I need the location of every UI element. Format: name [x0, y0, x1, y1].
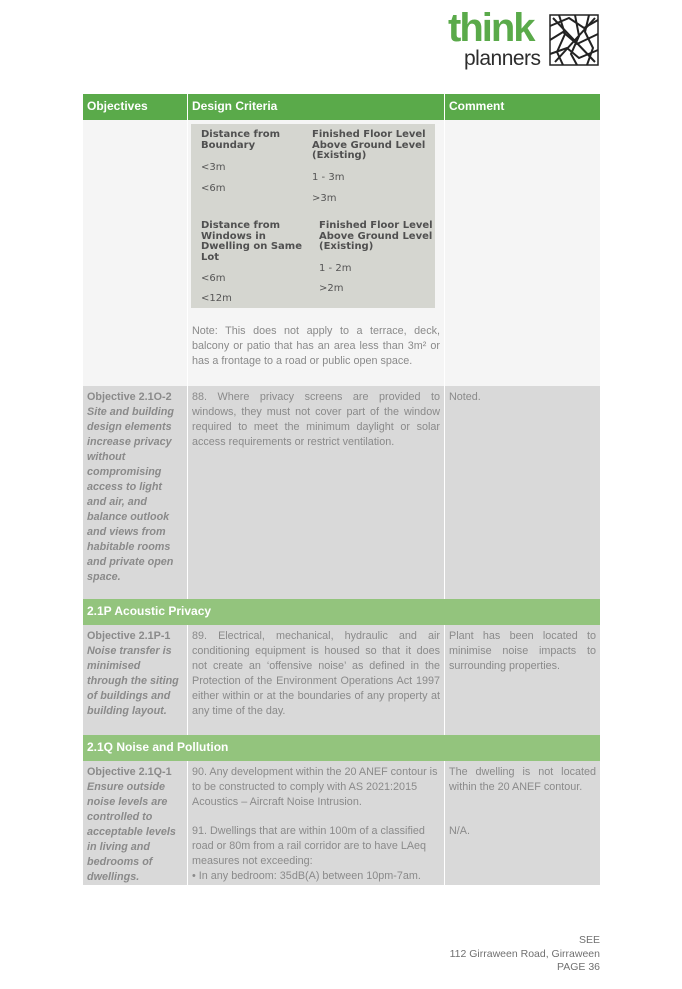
objective-title: Objective 2.1O-2: [87, 391, 172, 403]
table-row: [83, 386, 600, 599]
think-planners-logo: [448, 6, 600, 70]
compliance-table: [83, 94, 600, 885]
section-heading: 2.1Q Noise and Pollution: [83, 735, 600, 761]
comment-91: N/A.: [449, 825, 470, 837]
header-design-criteria: Design Criteria: [187, 94, 444, 120]
criteria-cell: 88. Where privacy screens are provided to windows, they must not cover part of the window required to meet the minimum daylight or solar access requirements or restrict ventilation.: [187, 386, 444, 599]
figure-value: <6m: [201, 273, 226, 284]
logo-word-planners: planners: [464, 47, 541, 70]
privacy-distance-figure: [191, 124, 435, 308]
section-heading: 2.1P Acoustic Privacy: [83, 599, 600, 625]
figure-value: <12m: [201, 293, 232, 304]
figure-value: >3m: [312, 193, 337, 204]
table-row: [83, 120, 600, 386]
comment-cell: [444, 761, 600, 885]
figure-heading: Distance from Boundary: [201, 129, 281, 151]
objective-text: Noise transfer is minimised through the siting of buildings and building layout.: [87, 645, 179, 717]
comment-90: The dwelling is not located within the 20 ANEF contour.: [449, 766, 596, 793]
comment-cell: Noted.: [444, 386, 600, 599]
header-comment: Comment: [444, 94, 600, 120]
table-header-row: [83, 94, 600, 120]
criteria-note: Note: This does not apply to a terrace, deck, balcony or patio that has an area less than 3m² or has a frontage to a road or public open space.: [192, 325, 440, 367]
table-row: [83, 625, 600, 735]
figure-value: 1 - 2m: [319, 263, 352, 274]
criteria-cell: [187, 761, 444, 885]
header-objectives: Objectives: [87, 99, 148, 113]
logo-map-graphic-icon: [549, 14, 599, 66]
figure-value: >2m: [319, 283, 344, 294]
figure-heading: Finished Floor Level Above Ground Level (Existing): [312, 129, 426, 161]
criteria-91: 91. Dwellings that are within 100m of a classified road or 80m from a rail corridor are to have LAeq measures not exceeding:: [192, 825, 427, 867]
logo-word-think: think: [448, 6, 534, 50]
objective-title: Objective 2.1Q-1: [87, 766, 172, 778]
table-row: [83, 761, 600, 885]
footer-client: SEE: [578, 934, 600, 946]
objective-cell: [83, 386, 187, 599]
objective-text: Site and building design elements increase privacy without compromising access to light and air, and balance outlook and views from habitable rooms and private open space.: [87, 406, 174, 583]
figure-value: <3m: [201, 162, 226, 173]
figure-value: 1 - 3m: [312, 172, 345, 183]
comment-cell: Plant has been located to minimise noise impacts to surrounding properties.: [444, 625, 600, 735]
figure-heading: Distance from Windows in Dwelling on Same Lot: [201, 220, 302, 263]
footer-address: 112 Girraween Road, Girraween: [449, 947, 600, 960]
page-number: PAGE 36: [557, 961, 600, 973]
criteria-90: 90. Any development within the 20 ANEF contour is to be constructed to comply with AS 2021:2015 Acoustics – Aircraft Noise Intrusion.: [192, 766, 438, 808]
criteria-cell: 89. Electrical, mechanical, hydraulic and air conditioning equipment is housed so that it does not create an ‘offensive noise’ as defined in the Protection of the Environment Operations Act 1997 either within or at the boundaries of any property at any time of the day.: [187, 625, 444, 735]
objective-text: Ensure outside noise levels are controlled to acceptable levels in living and bedrooms of dwellings.: [87, 781, 176, 883]
page-footer: [450, 934, 600, 975]
criteria-91-bullet: • In any bedroom: 35dB(A) between 10pm-7am.: [192, 870, 421, 882]
figure-value: <6m: [201, 183, 226, 194]
objective-title: Objective 2.1P-1: [87, 630, 171, 642]
figure-heading: Finished Floor Level Above Ground Level (Existing): [319, 220, 433, 252]
objective-cell: [83, 761, 187, 885]
objective-cell: [83, 625, 187, 735]
